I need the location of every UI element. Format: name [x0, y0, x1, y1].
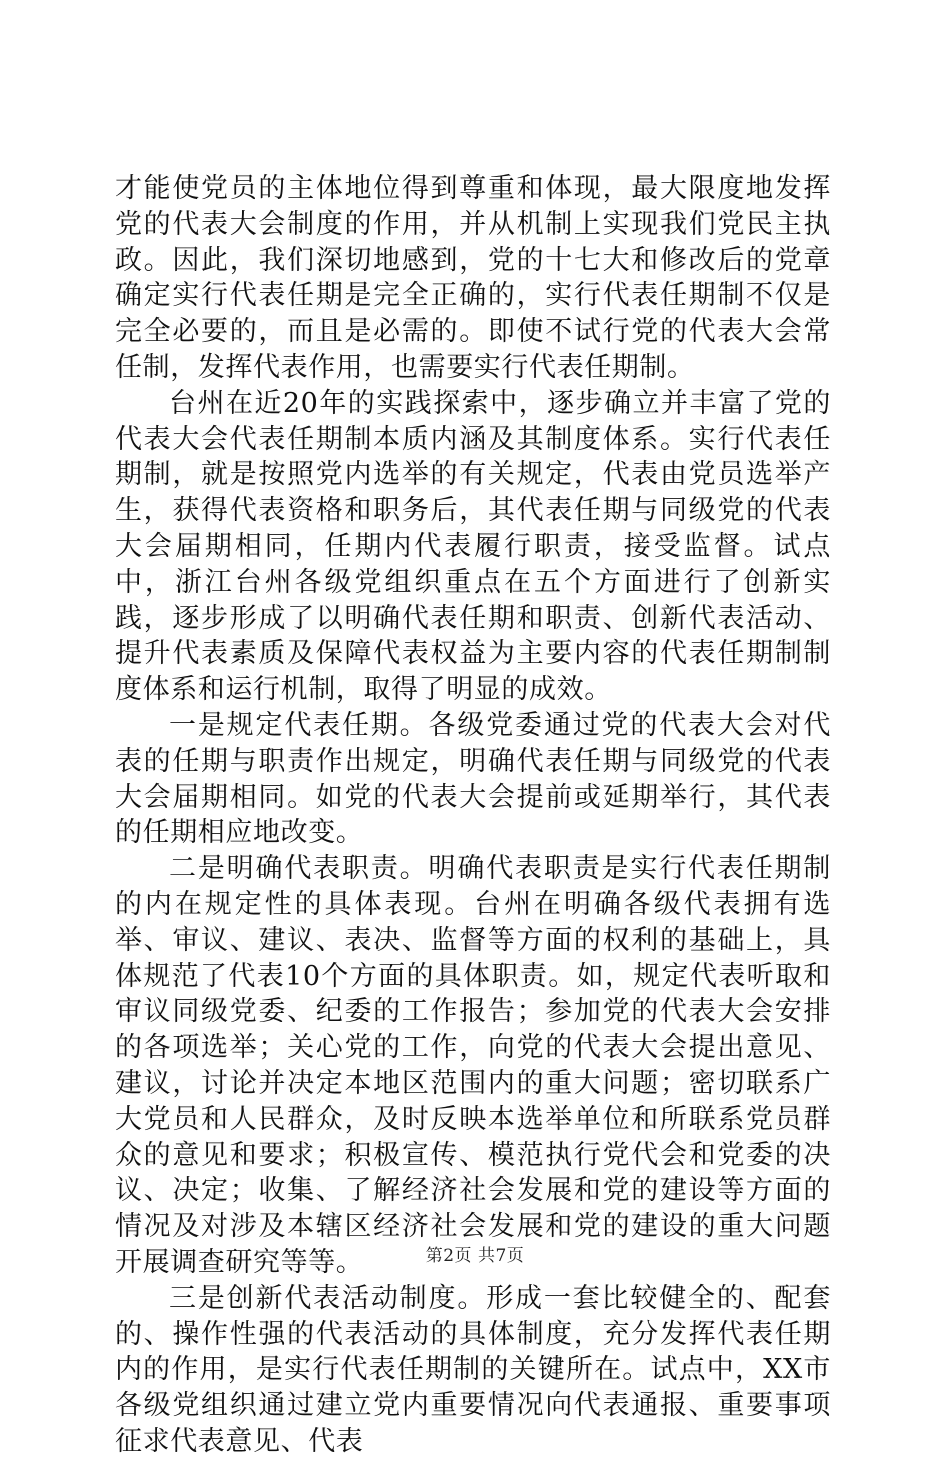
page-footer: 第2页 共7页	[425, 1246, 525, 1266]
paragraph-2: 台州在近20年的实践探索中，逐步确立并丰富了党的代表大会代表任期制本质内涵及其制度体系。实行代表任期制，就是按照党内选举的有关规定，代表由党员选举产生，获得代表资格和职务后，其代表任期与同级党的代表大会届期相同，任期内代表履行职责，接受监督。试点中，浙江台州各级党组织重点在五个方面进行了创新实践，逐步形成了以明确代表任期和职责、创新代表活动、提升代表素质及保障代表权益为主要内容的代表任期制制度体系和运行机制，取得了明显的成效。	[115, 387, 831, 706]
paragraph-5: 三是创新代表活动制度。形成一套比较健全的、配套的、操作性强的代表活动的具体制度，充分发挥代表任期内的作用，是实行代表任期制的关键所在。试点中，XX市各级党组织通过建立党内重要情况向代表通报、重要事项征求代表意见、代表	[115, 1282, 831, 1457]
paragraph-1: 才能使党员的主体地位得到尊重和体现，最大限度地发挥党的代表大会制度的作用，并从机制上实现我们党民主执政。因此，我们深切地感到，党的十七大和修改后的党章确定实行代表任期是完全正确的，实行代表任期制不仅是完全必要的，而且是必需的。即使不试行党的代表大会常任制，发挥代表作用，也需要实行代表任期制。	[115, 173, 831, 383]
paragraph-3: 一是规定代表任期。各级党委通过党的代表大会对代表的任期与职责作出规定，明确代表任期与同级党的代表大会届期相同。如党的代表大会提前或延期举行，其代表的任期相应地改变。	[115, 709, 831, 849]
paragraph-4: 二是明确代表职责。明确代表职责是实行代表任期制的内在规定性的具体表现。台州在明确各级代表拥有选举、审议、建议、表决、监督等方面的权利的基础上，具体规范了代表10个方面的具体职责。如，规定代表听取和审议同级党委、纪委的工作报告；参加党的代表大会安排的各项选举；关心党的工作，向党的代表大会提出意见、建议，讨论并决定本地区范围内的重大问题；密切联系广大党员和人民群众，及时反映本选举单位和所联系党员群众的意见和要求；积极宣传、模范执行党代会和党委的决议、决定；收集、了解经济社会发展和党的建设等方面的情况及对涉及本辖区经济社会发展和党的建设的重大问题开展调查研究等等。	[115, 853, 831, 1278]
document-body	[115, 171, 831, 1460]
